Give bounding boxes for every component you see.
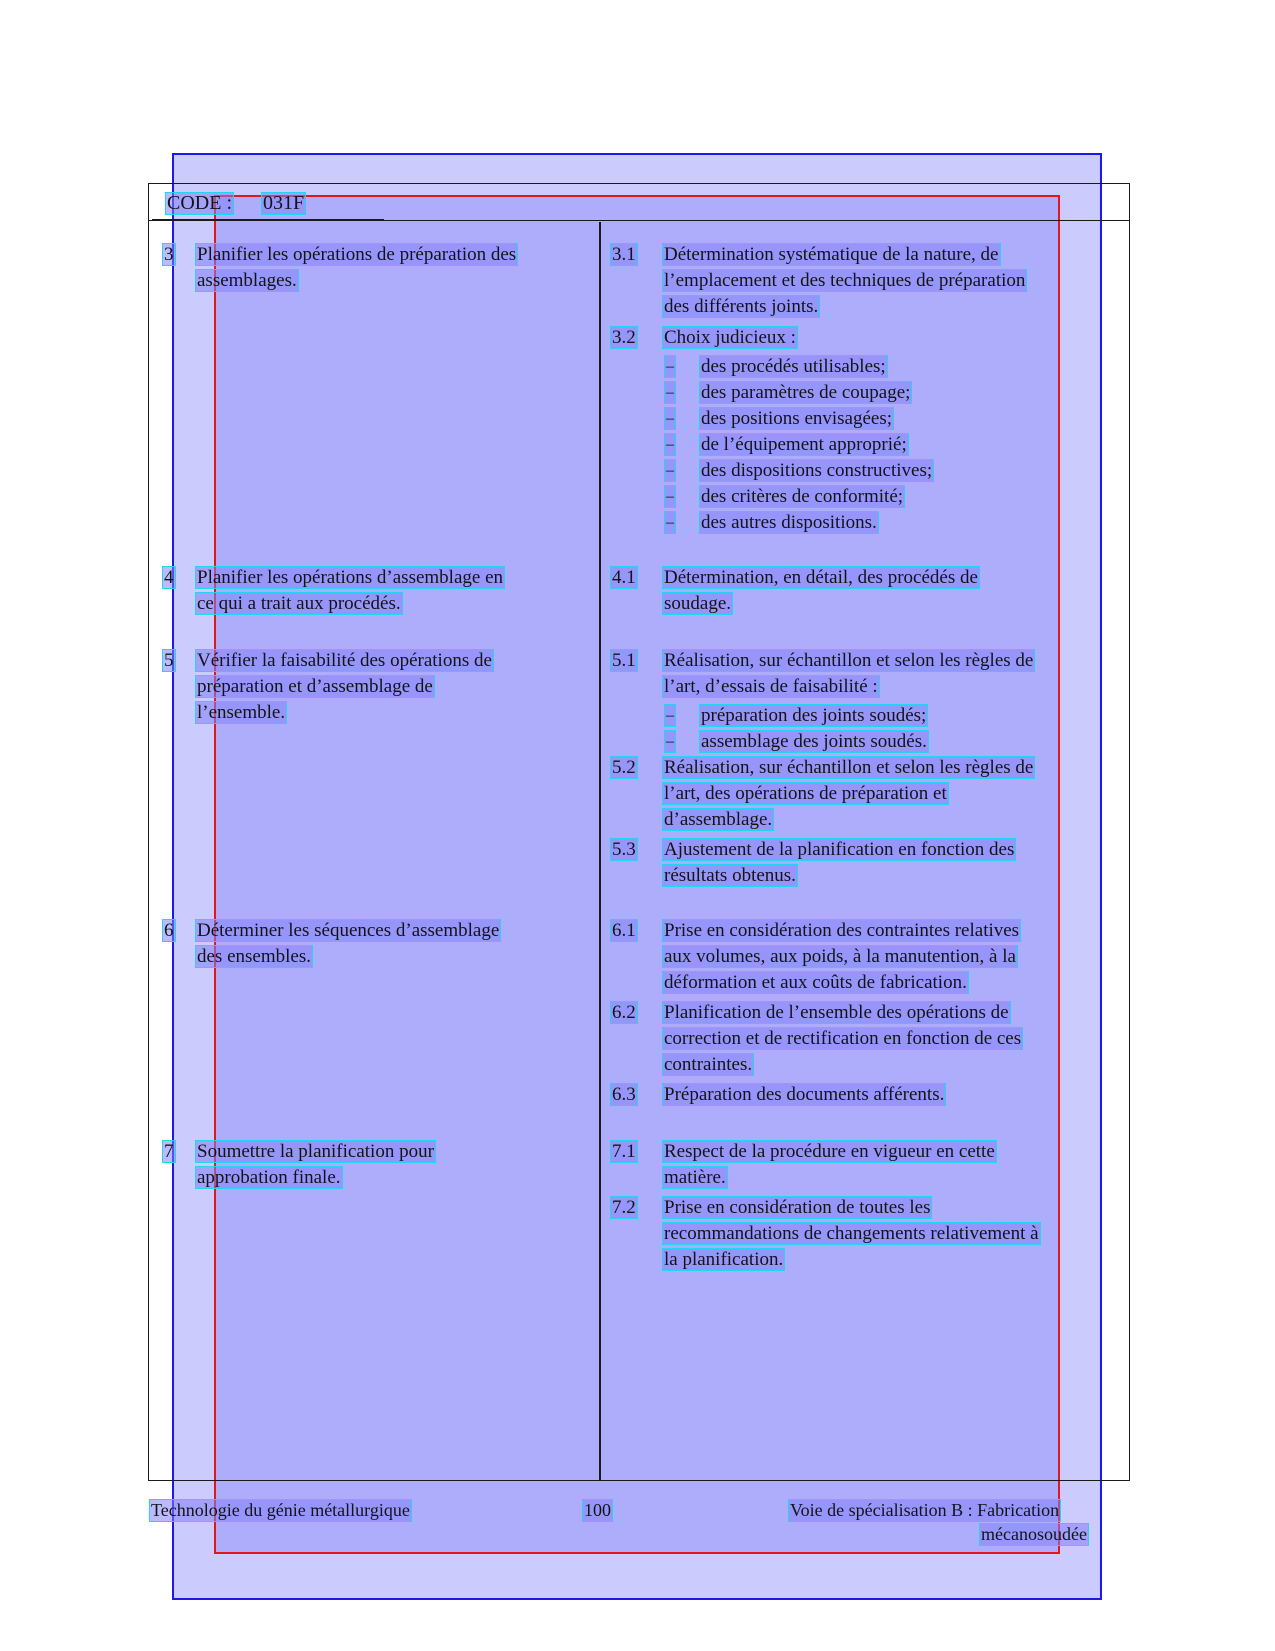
competency-text: ce qui a trait aux procédés. <box>197 593 401 614</box>
criterion-text: la planification. <box>664 1249 784 1270</box>
criterion-text: déformation et aux coûts de fabrication. <box>664 972 967 993</box>
criterion-text: contraintes. <box>664 1054 753 1075</box>
competency-text: préparation et d’assemblage de <box>197 676 433 697</box>
bullet-item: des autres dispositions. <box>701 512 877 533</box>
criterion-number: 7.2 <box>612 1197 636 1218</box>
bullet-item: des procédés utilisables; <box>701 356 886 377</box>
criterion-number: 4.1 <box>612 567 636 588</box>
criterion-text: des différents joints. <box>664 296 819 317</box>
bullet-item: des critères de conformité; <box>701 486 904 507</box>
code-value: 031F <box>263 192 305 214</box>
competency-text: Planifier les opérations de préparation des <box>197 244 517 265</box>
criterion-text: l’art, d’essais de faisabilité : <box>664 676 878 697</box>
criterion-text: correction et de rectification en fonction de ces <box>664 1028 1022 1049</box>
competency-text: Soumettre la planification pour <box>197 1141 434 1162</box>
bullet-item: des paramètres de coupage; <box>701 382 911 403</box>
criterion-number: 5.1 <box>612 650 636 671</box>
bullet-dash: – <box>666 733 674 750</box>
competency-number: 3 <box>164 244 174 265</box>
criterion-text: recommandations de changements relativement à <box>664 1223 1039 1244</box>
competency-text: approbation finale. <box>197 1167 341 1188</box>
criterion-text: Choix judicieux : <box>664 327 796 348</box>
criterion-number: 3.1 <box>612 244 636 265</box>
criterion-text: Préparation des documents afférents. <box>664 1084 945 1105</box>
footer-left: Technologie du génie métallurgique <box>151 1500 410 1520</box>
criterion-number: 6.3 <box>612 1084 636 1105</box>
criterion-text: Réalisation, sur échantillon et selon les règles de <box>664 650 1034 671</box>
footer-page-number: 100 <box>584 1500 611 1520</box>
bullet-item: des positions envisagées; <box>701 408 893 429</box>
criterion-text: l’emplacement et des techniques de préparation <box>664 270 1026 291</box>
criterion-text: l’art, des opérations de préparation et <box>664 783 947 804</box>
criterion-text: soudage. <box>664 593 732 614</box>
bullet-dash: – <box>666 514 674 531</box>
bullet-dash: – <box>666 384 674 401</box>
bullet-dash: – <box>666 436 674 453</box>
criterion-number: 6.1 <box>612 920 636 941</box>
bullet-dash: – <box>666 462 674 479</box>
competency-text: Vérifier la faisabilité des opérations de <box>197 650 492 671</box>
criterion-number: 6.2 <box>612 1002 636 1023</box>
bullet-item: des dispositions constructives; <box>701 460 933 481</box>
code-underline <box>152 219 384 220</box>
criterion-text: aux volumes, aux poids, à la manutention, à la <box>664 946 1016 967</box>
column-divider <box>599 222 601 1480</box>
competency-text: Déterminer les séquences d’assemblage <box>197 920 500 941</box>
criterion-text: matière. <box>664 1167 726 1188</box>
competency-text: des ensembles. <box>197 946 311 967</box>
bullet-dash: – <box>666 358 674 375</box>
competency-text: assemblages. <box>197 270 297 291</box>
bullet-dash: – <box>666 488 674 505</box>
criterion-number: 7.1 <box>612 1141 636 1162</box>
criterion-number: 5.2 <box>612 757 636 778</box>
competency-number: 7 <box>164 1141 174 1162</box>
criterion-text: Planification de l’ensemble des opérations de <box>664 1002 1009 1023</box>
criterion-text: Ajustement de la planification en fonction des <box>664 839 1015 860</box>
criterion-number: 3.2 <box>612 327 636 348</box>
competency-text: l’ensemble. <box>197 702 286 723</box>
competency-text: Planifier les opérations d’assemblage en <box>197 567 504 588</box>
bullet-item: de l’équipement approprié; <box>701 434 907 455</box>
code-label: CODE : <box>167 192 232 214</box>
criterion-text: Réalisation, sur échantillon et selon les règles de <box>664 757 1034 778</box>
bullet-dash: – <box>666 707 674 724</box>
competency-number: 4 <box>164 567 174 588</box>
criterion-text: d’assemblage. <box>664 809 773 830</box>
criterion-text: résultats obtenus. <box>664 865 796 886</box>
bullet-item: assemblage des joints soudés. <box>701 731 927 752</box>
criterion-text: Détermination systématique de la nature, de <box>664 244 999 265</box>
footer-right-line2: mécanosoudée <box>981 1524 1087 1544</box>
footer-right-line1: Voie de spécialisation B : Fabrication <box>790 1500 1060 1520</box>
competency-number: 5 <box>164 650 174 671</box>
criterion-number: 5.3 <box>612 839 636 860</box>
header-rule <box>148 220 1130 221</box>
criterion-text: Respect de la procédure en vigueur en cette <box>664 1141 995 1162</box>
bullet-dash: – <box>666 410 674 427</box>
competency-number: 6 <box>164 920 174 941</box>
bullet-item: préparation des joints soudés; <box>701 705 927 726</box>
criterion-text: Prise en considération des contraintes relatives <box>664 920 1020 941</box>
criterion-text: Prise en considération de toutes les <box>664 1197 931 1218</box>
criterion-text: Détermination, en détail, des procédés de <box>664 567 978 588</box>
table-frame <box>148 183 1130 1481</box>
